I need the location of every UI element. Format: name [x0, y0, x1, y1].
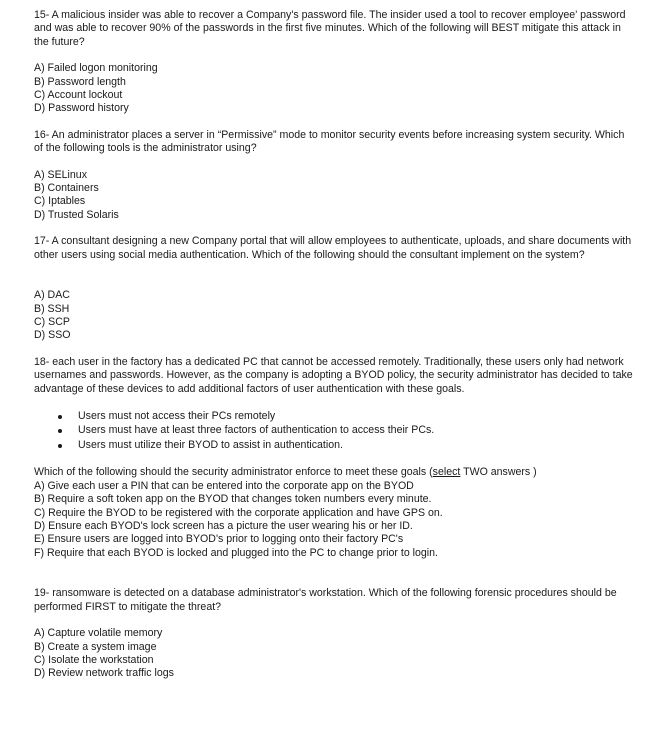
question-16-options [34, 169, 634, 223]
option: B) Containers [34, 182, 99, 195]
option: D) SSO [34, 329, 71, 342]
option: A) SELinux [34, 168, 87, 181]
option: C) Isolate the workstation [34, 653, 154, 666]
question-17-options [34, 289, 634, 343]
question-19 [34, 587, 634, 680]
question-17 [34, 235, 634, 342]
prompt-text-end: TWO answers ) [460, 466, 537, 479]
question-19-text: 19- ransomware is detected on a database administrator's workstation. Which of the following forensic procedures should be performed FIRST to mitigate the threat? [34, 587, 617, 613]
option: E) Ensure users are logged into BYOD's prior to logging onto their factory PC's [34, 533, 404, 546]
option: A) Failed logon monitoring [34, 62, 158, 75]
option: C) Account lockout [34, 89, 123, 102]
option: D) Trusted Solaris [34, 208, 119, 221]
question-18-text: 18- each user in the factory has a dedicated PC that cannot be accessed remotely. Traditionally, these users only had network usernames and passwords. However, as the company is adopting a BYOD policy, the security administrator has decided to take advantage of these devices to add additional factors of user authentication with these goals. [34, 355, 633, 395]
question-17-text: 17- A consultant designing a new Company portal that will allow employees to authenticate, uploads, and share documents with other users using social media authentication. Which of the following should the consultant implement on the system? [34, 235, 632, 261]
prompt-underlined-word: select [432, 466, 461, 479]
question-15 [34, 9, 634, 116]
goal-bullet: Users must have at least three factors of authentication to access their PCs. [34, 424, 634, 439]
option: D) Ensure each BYOD's lock screen has a picture the user wearing his or her ID. [34, 520, 413, 533]
question-16-text: 16- An administrator places a server in “Permissive” mode to monitor security events before increasing system security. Which of the following tools is the administrator using? [34, 128, 625, 155]
option: B) Create a system image [34, 640, 157, 653]
question-18 [34, 356, 634, 561]
question-18-goals [34, 410, 634, 454]
question-19-options [34, 627, 634, 681]
option: B) Password length [34, 75, 126, 88]
question-18-options [34, 480, 634, 560]
prompt-text: Which of the following should the security administrator enforce to meet these goals ( [34, 466, 433, 479]
option: C) Require the BYOD to be registered with the corporate application and have GPS on. [34, 506, 443, 519]
document-page [34, 9, 634, 681]
option: B) SSH [34, 302, 70, 315]
option: F) Require that each BYOD is locked and plugged into the PC to change prior to login. [34, 546, 438, 559]
option: A) Capture volatile memory [34, 627, 163, 640]
option: B) Require a soft token app on the BYOD that changes token numbers every minute. [34, 493, 432, 506]
question-15-text: 15- A malicious insider was able to recover a Company's password file. The insider used a tool to recover employee' password and was able to recover 90% of the passwords in the first five minutes. Which of the following will BEST mitigate this attack in the future? [34, 9, 626, 48]
goal-bullet: Users must not access their PCs remotely [34, 410, 634, 425]
question-15-options [34, 62, 634, 116]
option: A) DAC [34, 289, 70, 302]
goal-bullet: Users must utilize their BYOD to assist in authentication. [34, 439, 634, 454]
option: D) Review network traffic logs [34, 667, 174, 680]
question-18-prompt [34, 466, 634, 479]
option: C) Iptables [34, 195, 86, 208]
option: C) SCP [34, 315, 70, 328]
option: A) Give each user a PIN that can be entered into the corporate app on the BYOD [34, 479, 414, 492]
question-16 [34, 129, 634, 222]
option: D) Password history [34, 102, 129, 115]
